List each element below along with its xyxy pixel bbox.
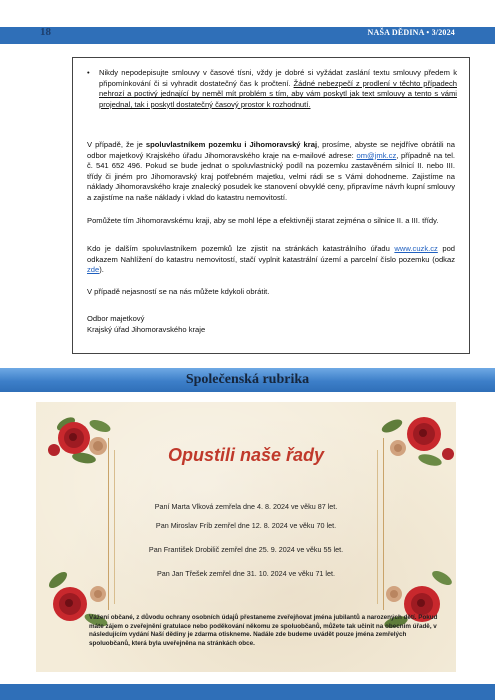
paragraph-help: Pomůžete tím Jihomoravskému kraji, aby se mohl lépe a efektivněji starat zejména o silnice II. a III. třídy. — [87, 216, 439, 225]
privacy-notice: Vážení občané, z důvodu ochrany osobních údajů přestaneme zveřejňovat jména jubilantů a narozených dětí. Pokud máte zájem o zveřejnění gratulace nebo poděkování někomu ze spoluobčanů, můžete tak učinit na obecním úřadě, v následujícím vydání Naší dědiny je zdarma otiskneme. Nadále zde budeme uvádět pouze jména zemřelých spoluobčanů, která byla uveřejněna na stránkách obce. — [89, 614, 438, 647]
text-span: Kdo je dalším spoluvlastníkem pozemků lze zjistit na stránkách katastrálního úřadu — [87, 244, 395, 253]
running-head: NAŠA DĚDINA • 3/2024 — [367, 28, 455, 37]
obituary-entry: Pan Jan Třešek zemřel dne 31. 10. 2024 ve věku 71 let. — [156, 569, 336, 578]
advice-text-underlined: Žádné nebezpečí z prodlení v těchto případech nehrozí a poctivý jednající by neměl mít problém s tím, aby vám poskytl jak text smlouvy a tento s vámi projednal, tak i poskytl dostatečný časový prostor k rozhodnutí. — [99, 78, 457, 109]
signature-line: Krajský úřad Jihomoravského kraje — [87, 324, 206, 334]
obituary-entry: Pan František Drobilič zemřel dne 25. 9. 2024 ve věku 55 let. — [148, 545, 344, 554]
text-span: , prosíme, abyste se nejdříve obrátili na odbor majetkový Krajského úřadu Jihomoravského kraje na e-mailové adrese: — [87, 140, 455, 160]
paragraph-contact — [87, 140, 455, 204]
page-header — [0, 0, 495, 48]
advice-item — [87, 68, 457, 110]
advice-text: Nikdy nepodepisujte smlouvy v časové tísni, vždy je dobré si vyžádat zaslání textu smlouvy předem k připomínkování či si vyhradit dostatečný čas k pročtení. — [99, 68, 457, 88]
letter-box — [72, 57, 470, 354]
paragraph-cadastre — [87, 244, 455, 276]
email-link[interactable]: om@jmk.cz — [356, 150, 397, 160]
text-span: V případě, že je — [87, 140, 146, 149]
text-span: , případně na tel. č. 541 652 496. Pokud se bude jednat o spoluvlastnický podíl na pozemku zastavěném silnicí II. nebo III. třídy či jiném pro Jihomoravský kraj potřebném majetku, velmi rádi se s Vámi dohodneme. Zajistíme na náklady Jihomoravského kraje znalecký posudek ke stanovení obvyklé ceny, připravíme návrh kupní smlouvy a zajistíme na naše náklady i vklad do katastru nemovitostí. — [87, 150, 455, 202]
here-link[interactable]: zde — [87, 265, 100, 275]
cuzk-link[interactable]: www.cuzk.cz — [394, 244, 438, 253]
signature-line: Odbor majetkový — [87, 314, 145, 323]
section-banner — [0, 368, 495, 392]
obituary-title: Opustili naše řady — [167, 445, 325, 465]
section-title: Společenská rubrika — [185, 372, 310, 387]
text-span: pod odkazem Nahlížení do katastru nemovitostí, stačí vyplnit katastrální území a parcelní číslo pozemku (odkaz — [87, 244, 456, 264]
paragraph-contact-anytime: V případě nejasností se na nás můžete kdykoli obrátit. — [87, 287, 270, 296]
obituary-entry: Paní Marta Vlková zemřela dne 4. 8. 2024 ve věku 87 let. — [154, 502, 338, 511]
advice-list — [87, 68, 457, 110]
text-span: ). — [99, 265, 104, 275]
obituary-card — [36, 402, 456, 672]
obituary-entry: Pan Miroslav Fríb zemřel dne 12. 8. 2024 ve věku 70 let. — [155, 521, 337, 530]
page-number: 18 — [40, 26, 51, 38]
bold-text: spoluvlastníkem pozemku i Jihomoravský kraj — [145, 140, 318, 149]
footer-bar — [0, 684, 495, 700]
signature-block — [87, 314, 387, 335]
